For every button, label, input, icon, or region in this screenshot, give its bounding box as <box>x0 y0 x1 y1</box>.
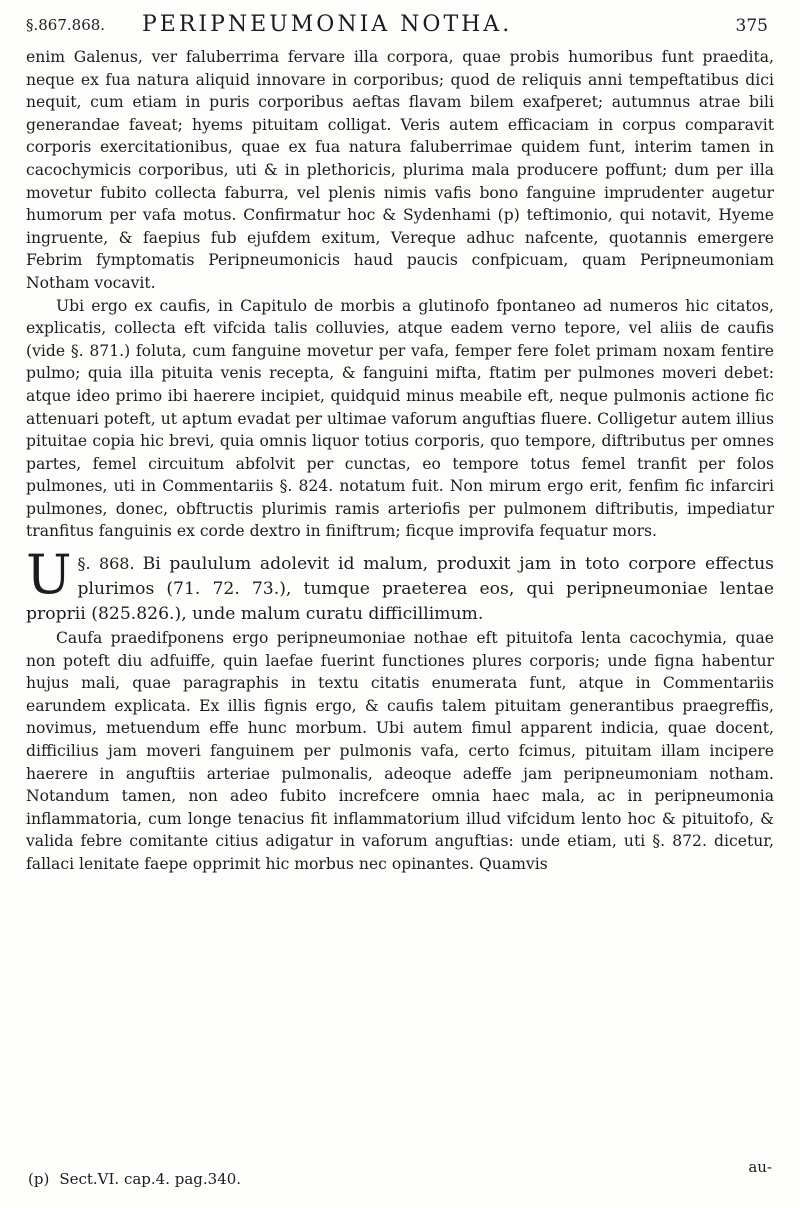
body-text <box>26 46 774 876</box>
section-numbers: §.867.868. <box>26 16 106 34</box>
footnote <box>28 1170 241 1188</box>
page-header <box>26 12 774 42</box>
section-868-label: §. 868. <box>77 554 135 574</box>
page-number: 375 <box>735 16 768 36</box>
drop-cap: U <box>26 543 72 607</box>
footnote-reference: Sect.VI. cap.4. pag.340. <box>59 1170 242 1188</box>
paragraph-1: enim Galenus, ver faluberrima fervare illa corpora, quae probis humoribus funt praedita, neque ex fua natura aliquid innovare in corporibus; quod de reliquis anni tempeftatibus dici nequit, cum etiam in puris corporibus aeftas flavam bilem exafperet; autumnus atrae bili generandae faveat; hyems pituitam colligat. Veris autem efficaciam in corpus comparavit corporis exercitationibus, quae ex fua natura faluberrimae quidem funt, interim tamen in cacochymicis corporibus, uti & in plethoricis, plurima mala producere poffunt; dum per illa movetur fubito collecta faburra, vel plenis nimis vafis bono fanguine imprudenter augetur humorum per vafa motus. Confirmatur hoc & Sydenhami (p) teftimonio, qui notavit, Hyeme ingruente, & faepius fub ejufdem exitum, Vereque adhuc nafcente, quotannis emergere Febrim fymptomatis Peripneumonicis haud paucis confpicuam, quam Peripneumoniam Notham vocavit. <box>26 48 774 292</box>
paragraph-3: Caufa praedifponens ergo peripneumoniae nothae eft pituitofa lenta cacochymia, quae non poteft diu adfuiffe, quin laefae fuerint functiones plures corporis; unde figna habentur hujus mali, quae paragraphis in textu citatis enumerata funt, atque in Commentariis earundem explicata. Ex illis fignis ergo, & caufis talem pituitam generantibus praegreffis, novimus, metuendum effe hunc morbum. Ubi autem fimul apparent indicia, quae docent, difficilius jam moveri fanguinem per pulmonis vafa, certo fcimus, pituitam illam incipere haerere in anguftiis arteriae pulmonalis, adeoque adeffe jam peripneumoniam notham. Notandum tamen, non adeo fubito increfcere omnia haec mala, ac in peripneumonia inflammatoria, cum longe tenacius fit inflammatorium illud vifcidum lento hoc & pituitofo, & valida febre comitante citius adigatur in vaforum anguftias: unde etiam, uti §. 872. dicetur, fallaci lenitate faepe opprimit hic morbus nec opinantes. Quamvis <box>26 629 774 873</box>
footnote-marker: (p) <box>28 1170 50 1188</box>
paragraph-2: Ubi ergo ex caufis, in Capitulo de morbis a glutinofo fpontaneo ad numeros hic citatos, explicatis, collecta eft vifcida talis colluvies, atque eadem verno tepore, vel aliis de caufis (vide §. 871.) foluta, cum fanguine movetur per vafa, femper fere folet primam noxam fentire pulmo; quia illa pituita venis recepta, & fanguini mifta, ftatim per pulmones moveri debet: atque ideo primo ibi haerere incipiet, quidquid minus meabile eft, neque pulmonis actione fic attenuari poteft, ut aptum evadat per ultimae vaforum anguftias fluere. Colligetur autem illius pituitae copia hic brevi, quia omnis liquor totius corporis, quo tempore, diftributus per omnes partes, femel circuitum abfolvit per cunctas, eo tempore totus femel tranfit per folos pulmones, uti in Commentariis §. 824. notatum fuit. Non mirum ergo erit, fenfim fic infarciri pulmones, donec, obftructis plurimis ramis arteriofis per pulmonem diftributis, impediatur tranfitus fanguinis ex corde dextro in finiftrum; ficque improvifa fequatur mors. <box>26 296 774 541</box>
section-868 <box>26 543 775 627</box>
running-title: PERIPNEUMONIA NOTHA. <box>142 12 513 37</box>
section-868-text: Bi paululum adolevit id malum, produxit jam in toto corpore effectus plurimos (71. 72. 73.), tumque praeterea eos, qui peripneumoniae lentae proprii (825.826.), unde malum curatu difficillimum. <box>26 554 775 625</box>
catchword: au- <box>748 1158 772 1176</box>
